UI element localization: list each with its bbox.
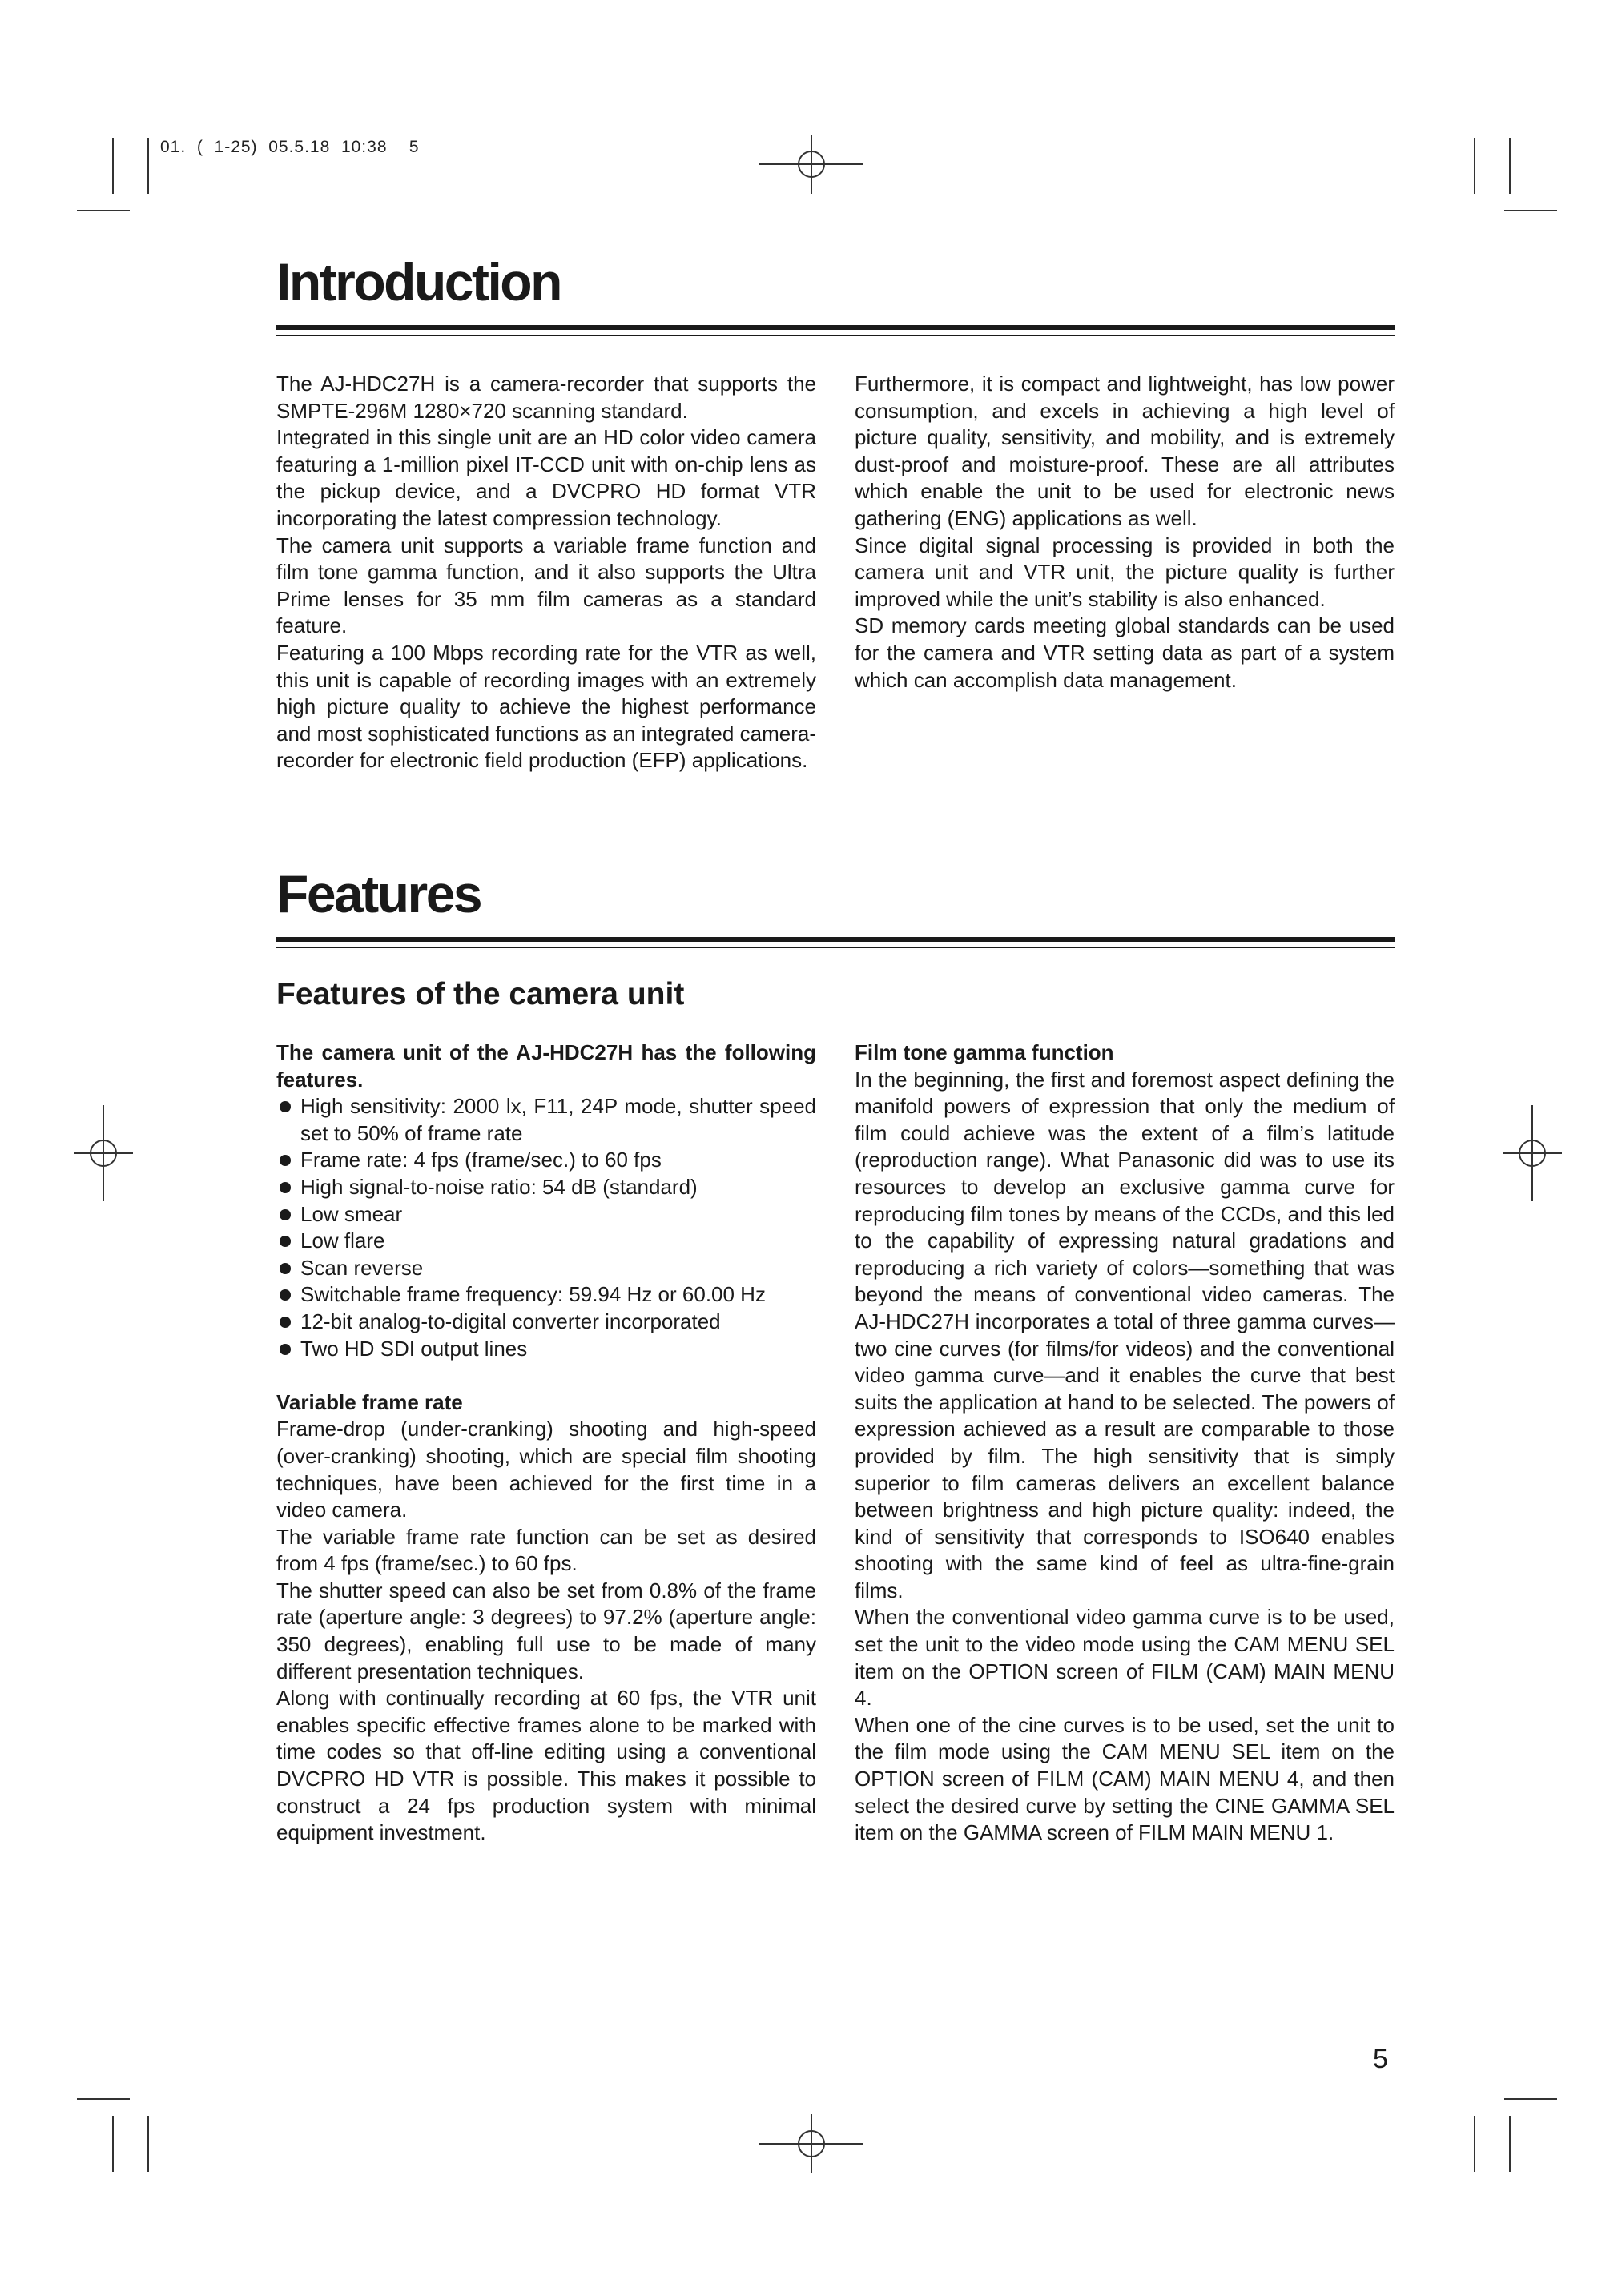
title-rule (276, 325, 1395, 330)
features-lead: The camera unit of the AJ-HDC27H has the following features. (276, 1040, 816, 1092)
bullet-icon (280, 1344, 291, 1355)
list-item: Two HD SDI output lines (276, 1336, 816, 1363)
page-number: 5 (1373, 2044, 1388, 2074)
bullet-icon (280, 1317, 291, 1328)
paragraph: SD memory cards meeting global standards can be used for the camera and VTR setting data as part of a system which can accomplish data management. (855, 613, 1395, 692)
list-item: High sensitivity: 2000 lx, F11, 24P mode, shutter speed set to 50% of frame rate (276, 1093, 816, 1147)
bullet-icon (280, 1101, 291, 1112)
intro-left-column (276, 371, 816, 774)
paragraph: The variable frame rate function can be set as desired from 4 fps (frame/sec.) to 60 fps. (276, 1524, 816, 1576)
list-item: Switchable frame frequency: 59.94 Hz or 60.00 Hz (276, 1281, 816, 1309)
title-rule (276, 947, 1395, 948)
list-item: Low flare (276, 1228, 816, 1255)
bullet-icon (280, 1289, 291, 1301)
list-item: Scan reverse (276, 1255, 816, 1282)
film-tone-gamma-heading: Film tone gamma function (855, 1040, 1114, 1064)
registration-mark-icon (1503, 1105, 1562, 1201)
bullet-icon (280, 1182, 291, 1193)
features-subtitle: Features of the camera unit (276, 977, 685, 1011)
title-rule (276, 937, 1395, 942)
paragraph: In the beginning, the first and foremost aspect defining the manifold powers of expression that only the medium of film could achieve was the extent of a film’s latitude (reproduction range). What Panasonic did was to use its resources to develop an exclusive gamma curve for reproducing film tones by means of the CCDs, and this led to the capability of expressing natural gradations and reproducing a rich variety of colors—something that was beyond the means of conventional video cameras. The AJ-HDC27H incorporates a total of three gamma curves—two cine curves (for films/for videos) and the conventional video gamma curve—and it enables the curve that best suits the application at hand to be selected. The powers of expression achieved as a result are comparable to those provided by film. The high sensitivity that is simply superior to film cameras delivers an excellent balance between brightness and high picture quality: indeed, the kind of sensitivity that corresponds to ISO640 enables shooting with the same kind of feel as ultra-fine-grain films. (855, 1067, 1395, 1602)
features-list (276, 1093, 816, 1362)
title-rule (276, 335, 1395, 336)
bullet-icon (280, 1236, 291, 1247)
list-item: 12-bit analog-to-digital converter incorporated (276, 1309, 816, 1336)
paragraph: When one of the cine curves is to be used, set the unit to the film mode using the CAM MENU SEL item on the OPTION screen of FILM (CAM) MAIN MENU 4, and then select the desired curve by setting the CINE GAMMA SEL item on the GAMMA screen of FILM MAIN MENU 1. (855, 1712, 1395, 1845)
introduction-title: Introduction (276, 252, 561, 312)
print-slug: 01. ( 1-25) 05.5.18 10:38 5 (160, 138, 420, 156)
paragraph: The camera unit supports a variable frame function and film tone gamma function, and it also supports the Ultra Prime lenses for 35 mm film cameras as a standard feature. (276, 533, 816, 638)
paragraph: Frame-drop (under-cranking) shooting and high-speed (over-cranking) shooting, which are special film shooting techniques, have been achieved for the first time in a video camera. (276, 1417, 816, 1522)
features-left-column (276, 1039, 816, 1847)
list-item: Low smear (276, 1201, 816, 1228)
intro-right-column (855, 371, 1395, 694)
paragraph: Featuring a 100 Mbps recording rate for the VTR as well, this unit is capable of recording images with an extremely high picture quality to achieve the highest performance and most sophisticated functions as an integrated camera-recorder for electronic field production (EFP) applications. (276, 640, 816, 773)
registration-mark-icon (759, 135, 863, 194)
bullet-icon (280, 1263, 291, 1274)
paragraph: Integrated in this single unit are an HD color video camera featuring a 1-million pixel IT-CCD unit with on-chip lens as the pickup device, and a DVCPRO HD format VTR incorporating the latest compression technology. (276, 425, 816, 530)
list-item: High signal-to-noise ratio: 54 dB (standard) (276, 1174, 816, 1201)
paragraph: Along with continually recording at 60 fps, the VTR unit enables specific effective frames alone to be marked with time codes so that off-line editing using a conventional DVCPRO HD VTR is possible. This makes it possible to construct a 24 fps production system with minimal equipment investment. (276, 1686, 816, 1845)
features-right-column (855, 1039, 1395, 1847)
paragraph: Furthermore, it is compact and lightweight, has low power consumption, and excels in achieving a high level of picture quality, sensitivity, and mobility, and is extremely dust-proof and moisture-proof. These are all attributes which enable the unit to be used for electronic news gathering (ENG) applications as well. (855, 372, 1395, 530)
paragraph: Since digital signal processing is provided in both the camera unit and VTR unit, the picture quality is further improved while the unit’s stability is also enhanced. (855, 533, 1395, 611)
paragraph: The shutter speed can also be set from 0.8% of the frame rate (aperture angle: 3 degrees) to 97.2% (aperture angle: 350 degrees), enabling full use to be made of many different presentation techniques. (276, 1578, 816, 1683)
bullet-icon (280, 1209, 291, 1220)
registration-mark-icon (74, 1105, 133, 1201)
bullet-icon (280, 1155, 291, 1166)
registration-mark-icon (759, 2114, 863, 2173)
features-title: Features (276, 864, 481, 923)
paragraph: The AJ-HDC27H is a camera-recorder that supports the SMPTE-296M 1280×720 scanning standard. (276, 372, 816, 423)
list-item: Frame rate: 4 fps (frame/sec.) to 60 fps (276, 1147, 816, 1174)
variable-frame-rate-heading: Variable frame rate (276, 1389, 463, 1414)
paragraph: When the conventional video gamma curve is to be used, set the unit to the video mode using the CAM MENU SEL item on the OPTION screen of FILM (CAM) MAIN MENU 4. (855, 1605, 1395, 1711)
